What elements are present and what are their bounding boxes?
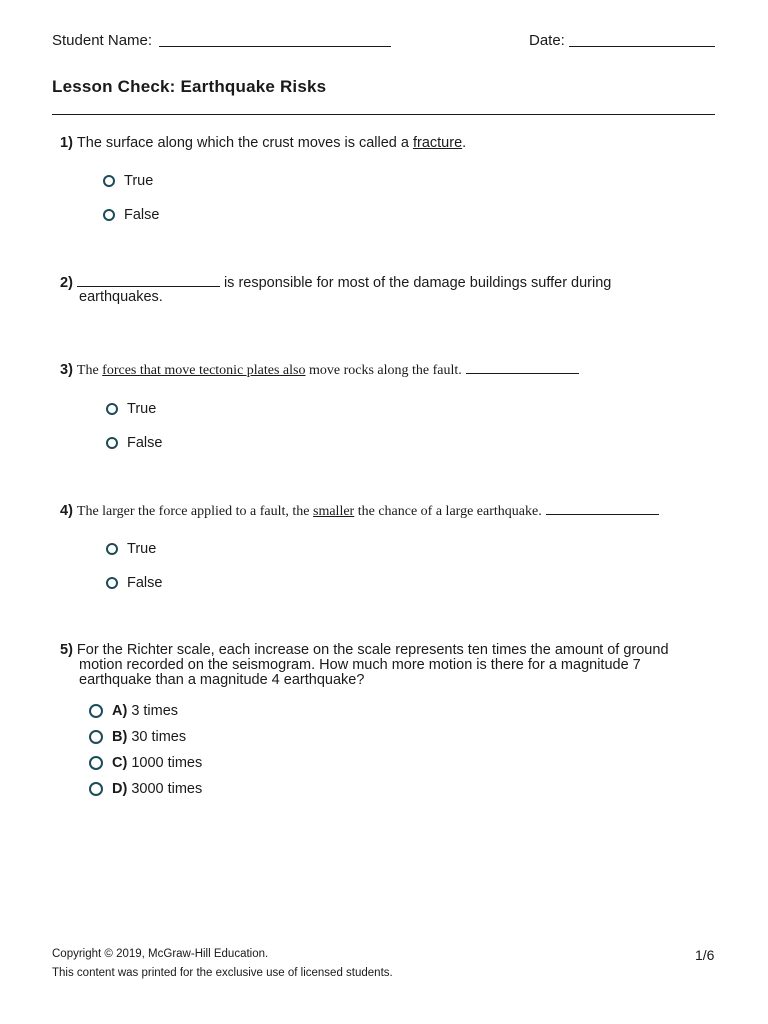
student-name-label: Student Name: xyxy=(52,32,153,49)
question-1: 1) The surface along which the crust moves is called a fracture. xyxy=(60,135,467,151)
radio-button-icon[interactable] xyxy=(106,437,118,449)
q3-option-true[interactable]: True xyxy=(106,401,156,417)
radio-button-icon[interactable] xyxy=(103,175,115,187)
q4-option-false[interactable]: False xyxy=(106,575,162,591)
question-number: 2) xyxy=(60,275,73,291)
q5-option-c[interactable]: C) 1000 times xyxy=(89,755,202,771)
q5-option-a[interactable]: A) 3 times xyxy=(89,703,178,719)
title-divider xyxy=(52,114,715,115)
underlined-term: fracture xyxy=(412,135,463,151)
question-number: 5) xyxy=(60,642,73,658)
q3-option-false[interactable]: False xyxy=(106,435,162,451)
answer-blank[interactable] xyxy=(77,275,220,287)
question-5: 5) For the Richter scale, each increase on the scale represents ten times the amount of ground xyxy=(60,642,669,658)
underlined-term: forces that move tectonic plates also xyxy=(102,363,306,378)
q5-option-d[interactable]: D) 3000 times xyxy=(89,781,202,797)
radio-button-icon[interactable] xyxy=(106,577,118,589)
radio-button-icon[interactable] xyxy=(89,756,103,770)
question-3: 3) The forces that move tectonic plates also move rocks along the fault. xyxy=(60,362,579,378)
underlined-term: smaller xyxy=(313,504,355,519)
page-number: 1/6 xyxy=(695,947,715,963)
q5-option-b[interactable]: B) 30 times xyxy=(89,729,186,745)
question-5-line2: motion recorded on the seismogram. How much more motion is there for a magnitude 7 xyxy=(79,657,641,673)
date-label: Date: xyxy=(529,32,565,49)
question-4: 4) The larger the force applied to a fault, the smaller the chance of a large earthquake. xyxy=(60,503,659,519)
radio-button-icon[interactable] xyxy=(106,403,118,415)
answer-blank[interactable] xyxy=(466,362,579,374)
answer-blank[interactable] xyxy=(546,503,659,515)
question-number: 3) xyxy=(60,362,73,378)
radio-button-icon[interactable] xyxy=(106,543,118,555)
radio-button-icon[interactable] xyxy=(89,730,103,744)
copyright-text: Copyright © 2019, McGraw-Hill Education. xyxy=(52,948,269,960)
question-number: 1) xyxy=(60,135,73,151)
q4-option-true[interactable]: True xyxy=(106,541,156,557)
q1-option-false[interactable]: False xyxy=(103,207,159,223)
question-2-line2: earthquakes. xyxy=(79,289,163,305)
q1-option-true[interactable]: True xyxy=(103,173,153,189)
question-number: 4) xyxy=(60,503,73,519)
radio-button-icon[interactable] xyxy=(103,209,115,221)
radio-button-icon[interactable] xyxy=(89,782,103,796)
question-2: 2) is responsible for most of the damage buildings suffer during xyxy=(60,275,612,291)
license-notice: This content was printed for the exclusive use of licensed students. xyxy=(52,967,393,979)
page-title: Lesson Check: Earthquake Risks xyxy=(52,77,327,96)
student-name-field[interactable] xyxy=(159,31,391,47)
date-field[interactable] xyxy=(569,31,715,47)
question-5-line3: earthquake than a magnitude 4 earthquake? xyxy=(79,672,365,688)
radio-button-icon[interactable] xyxy=(89,704,103,718)
